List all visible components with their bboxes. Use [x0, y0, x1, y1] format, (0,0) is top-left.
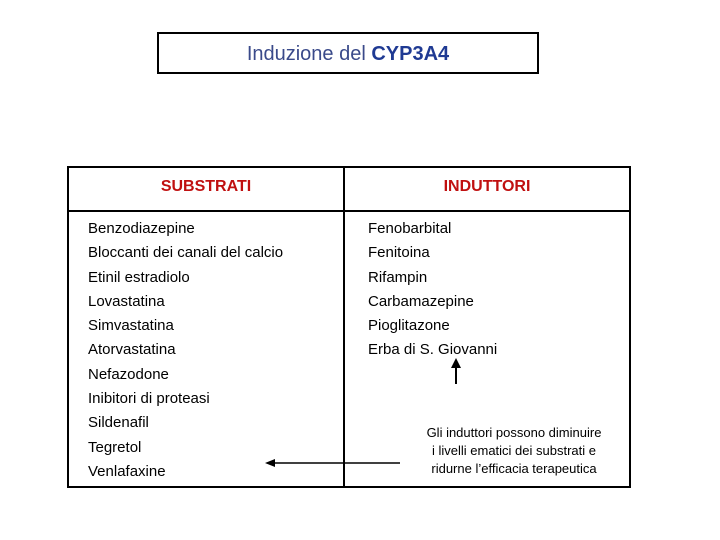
- title-bold: CYP3A4: [371, 43, 450, 65]
- note-line-3: ridurne l’efficacia terapeutica: [431, 461, 597, 476]
- substrati-item: Tegretol: [88, 438, 142, 456]
- note-text: [404, 424, 624, 478]
- note-line-2: i livelli ematici dei substrati e: [431, 443, 596, 458]
- substrati-item: Atorvastatina: [88, 341, 176, 359]
- substrati-item: Benzodiazepine: [88, 220, 195, 237]
- substrati-item: Venlafaxine: [88, 462, 166, 480]
- substrati-item: Etinil estradiolo: [88, 268, 190, 286]
- left-arrow-head-icon: [265, 459, 275, 467]
- induttori-item: Rifampin: [368, 268, 428, 286]
- induttori-item: Carbamazepine: [368, 292, 474, 310]
- substrati-item: Inibitori di proteasi: [88, 390, 210, 408]
- title-prefix: Induzione del: [246, 43, 372, 65]
- up-arrow-head-icon: [451, 358, 461, 368]
- substrati-item: Lovastatina: [88, 292, 165, 310]
- induttori-item: Fenitoina: [368, 244, 430, 262]
- note-line-1: Gli induttori possono diminuire: [426, 425, 602, 440]
- substrati-item: Nefazodone: [88, 365, 169, 383]
- induttori-item: Fenobarbital: [368, 220, 452, 237]
- induttori-item: Pioglitazone: [368, 317, 450, 335]
- substrati-item: Sildenafil: [88, 414, 149, 432]
- substrati-item: Bloccanti dei canali del calcio: [88, 244, 284, 262]
- header-substrati: SUBSTRATI: [160, 178, 252, 195]
- induttori-item: Erba di S. Giovanni: [368, 341, 498, 359]
- header-induttori: INDUTTORI: [443, 178, 531, 195]
- substrati-item: Simvastatina: [88, 317, 174, 335]
